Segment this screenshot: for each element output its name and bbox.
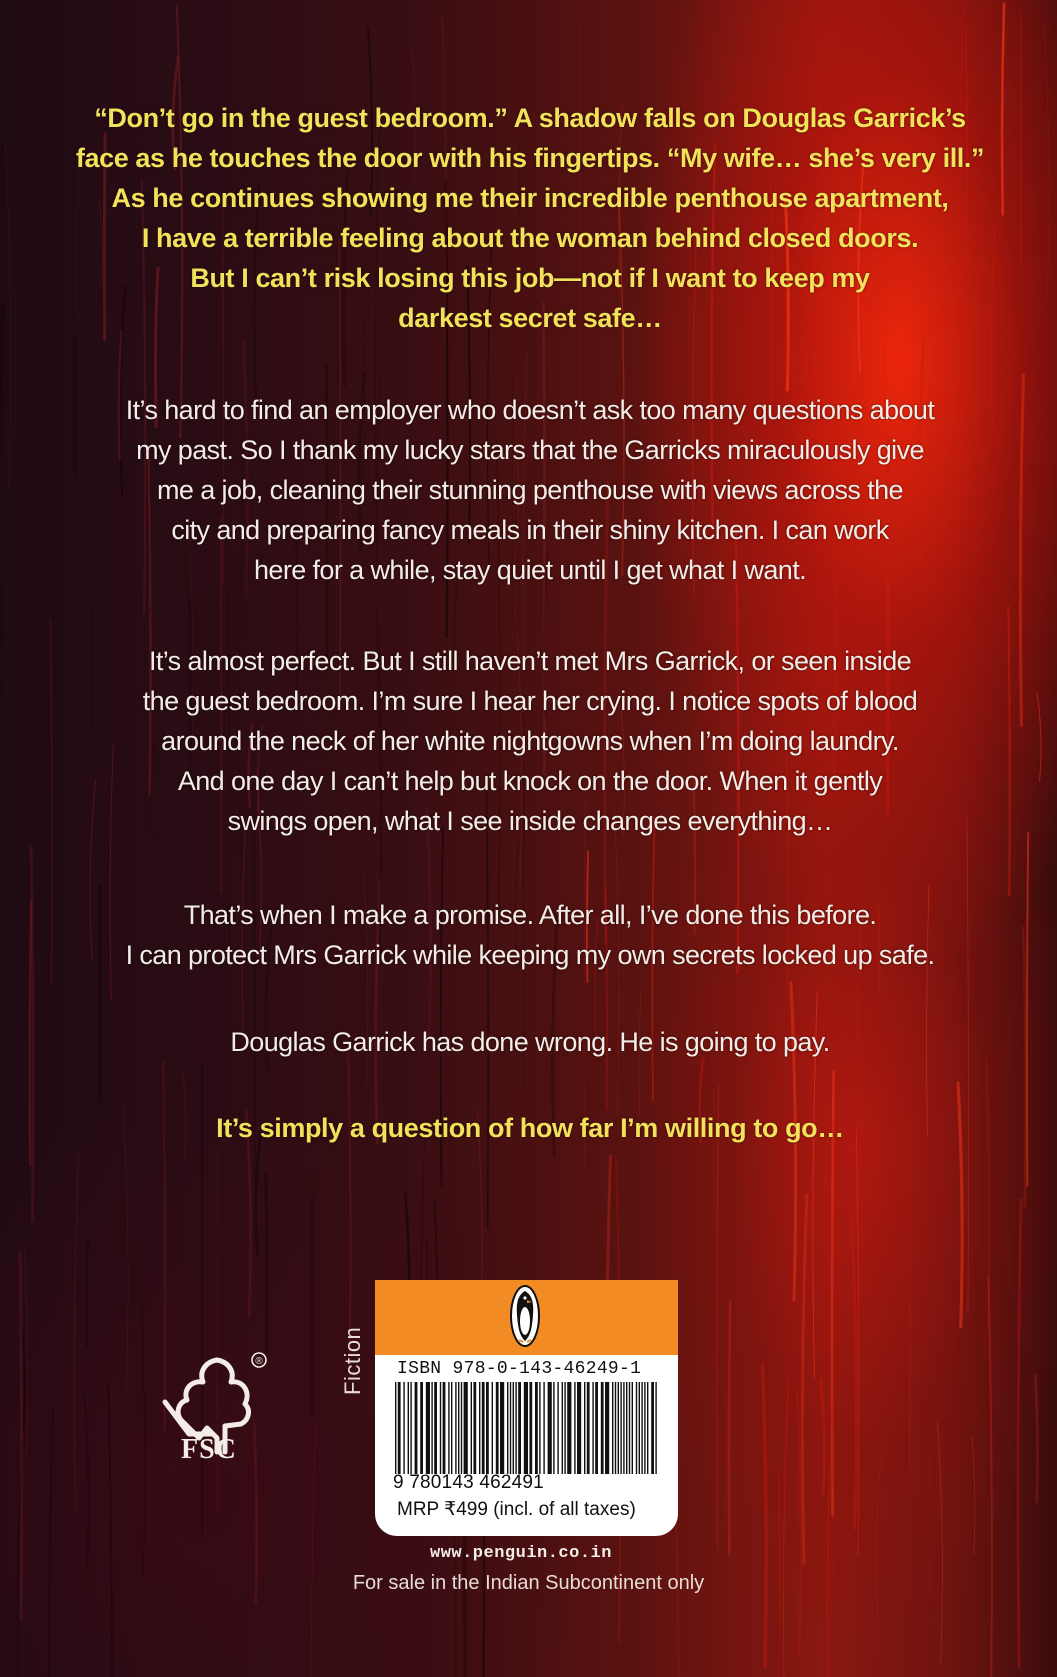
blurb-paragraph-1: It’s hard to find an employer who doesn’t ask too many questions about my past. So I thank my lucky stars that the Garricks miraculously give me a job, cleaning their stunning penthouse with views across the city and preparing fancy meals in their shiny kitchen. I can work here for a while, stay quiet until I get what I want. (125, 395, 935, 585)
publisher-band (375, 1280, 678, 1355)
blurb-paragraph-4: Douglas Garrick has done wrong. He is going to pay. (230, 1027, 830, 1057)
barcode-panel (375, 1280, 678, 1536)
blurb-tagline: It’s simply a question of how far I’m willing to go… (216, 1113, 844, 1143)
fsc-registered-mark: ® (255, 1356, 263, 1367)
blurb-paragraph-3: That’s when I make a promise. After all, I’ve done this before. I can protect Mrs Garrick while keeping my own secrets locked up safe. (125, 900, 935, 970)
category-label: Fiction (340, 1326, 365, 1395)
penguin-logo-icon (510, 1285, 540, 1347)
barcode-bars (395, 1382, 659, 1474)
publisher-website: www.penguin.co.in (430, 1544, 612, 1563)
sale-territory-note: For sale in the Indian Subcontinent only (352, 1572, 705, 1594)
price-label: MRP ₹499 (incl. of all taxes) (397, 1499, 636, 1520)
blurb-paragraph-2: It’s almost perfect. But I still haven’t met Mrs Garrick, or seen inside the guest bedroom. I’m sure I hear her crying. I notice spots of blood around the neck of her white nightgowns when I’m doing laundry. And one day I can’t help but knock on the door. When it gently swings open, what I see inside changes everything… (142, 646, 918, 836)
barcode-digits: 9 780143 462491 (393, 1472, 544, 1493)
blurb-hook: “Don’t go in the guest bedroom.” A shadow falls on Douglas Garrick’s face as he touches the door with his fingertips. “My wife… she’s very ill.” As he continues showing me their incredible penthouse apartment, I have a terrible feeling about the woman behind closed doors. But I can’t risk losing this job—not if I want to keep my darkest secret safe… (75, 103, 985, 333)
isbn-text: ISBN 978-0-143-46249-1 (397, 1359, 642, 1379)
fsc-label: FSC (181, 1434, 237, 1465)
